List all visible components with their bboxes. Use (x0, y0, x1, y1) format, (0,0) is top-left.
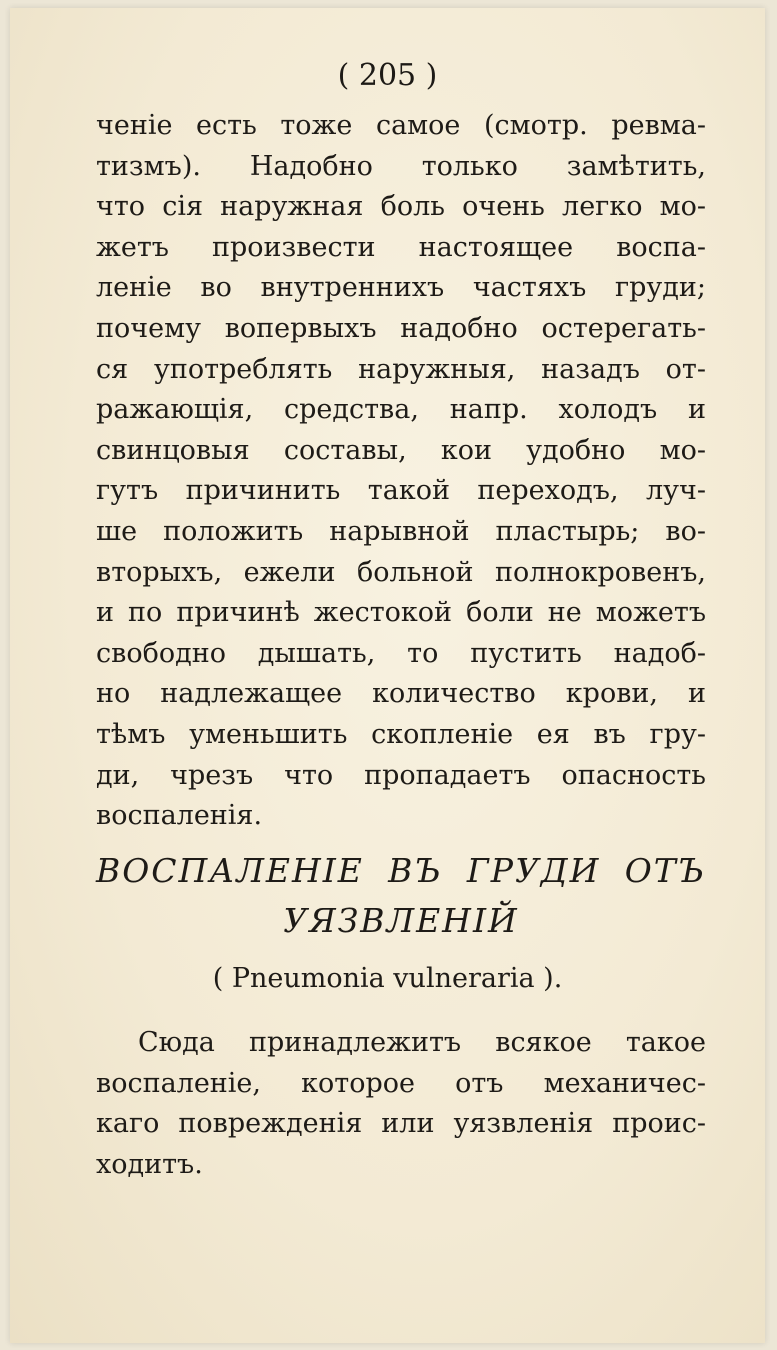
paragraph-1 (96, 106, 706, 837)
text-line: воспаленія. (96, 800, 263, 832)
text-line: ходитъ. (96, 1148, 203, 1180)
latin-term: ( Pneumonia vulneraria ). (212, 963, 563, 994)
section-heading-line-1: ВОСПАЛЕНІЕ ВЪ ГРУДИ ОТЪ (96, 851, 706, 890)
book-page (10, 8, 765, 1343)
text-line: воспаленіе, которое отъ механичес- (96, 1067, 706, 1099)
text-line: ся употреблять наружныя, назадъ от- (96, 353, 706, 385)
text-line: но надлежащее количество крови, и (96, 678, 706, 710)
text-line: гутъ причинить такой переходъ, луч- (96, 475, 706, 507)
text-line: ражающія, средства, напр. холодъ и (96, 394, 706, 426)
text-line: свободно дышать, то пустить надоб- (96, 637, 706, 669)
text-line: почему вопервыхъ надобно остерегать- (96, 312, 706, 344)
text-line: каго поврежденія или уязвленія проис- (96, 1108, 706, 1140)
text-line: ченіе есть тоже самое (смотр. ревма- (96, 110, 706, 141)
text-line: жетъ произвести настоящее воспа- (96, 231, 706, 263)
text-line: свинцовыя составы, кои удобно мо- (96, 434, 706, 466)
text-line: тизмъ). Надобно только замѣтить, (96, 150, 706, 182)
text-line: вторыхъ, ежели больной полнокровенъ, (96, 556, 706, 588)
text-line: ше положить нарывной пластырь; во- (96, 515, 706, 547)
text-line: Сюда принадлежитъ всякое такое (138, 1027, 706, 1058)
text-line: и по причинѣ жестокой боли не можетъ (96, 597, 706, 629)
text-line: леніе во внутреннихъ частяхъ груди; (96, 272, 706, 304)
text-line: ди, чрезъ что пропадаетъ опасность (96, 759, 706, 791)
section-heading-line-2: УЯЗВЛЕНІЙ (283, 901, 519, 940)
paragraph-2 (96, 1023, 706, 1185)
page-number: ( 205 ) (337, 58, 438, 93)
section-heading (96, 846, 706, 946)
text-line: тѣмъ уменьшить скопленіе ея въ гру- (96, 718, 706, 750)
text-line: что сія наружная боль очень легко мо- (96, 191, 706, 223)
